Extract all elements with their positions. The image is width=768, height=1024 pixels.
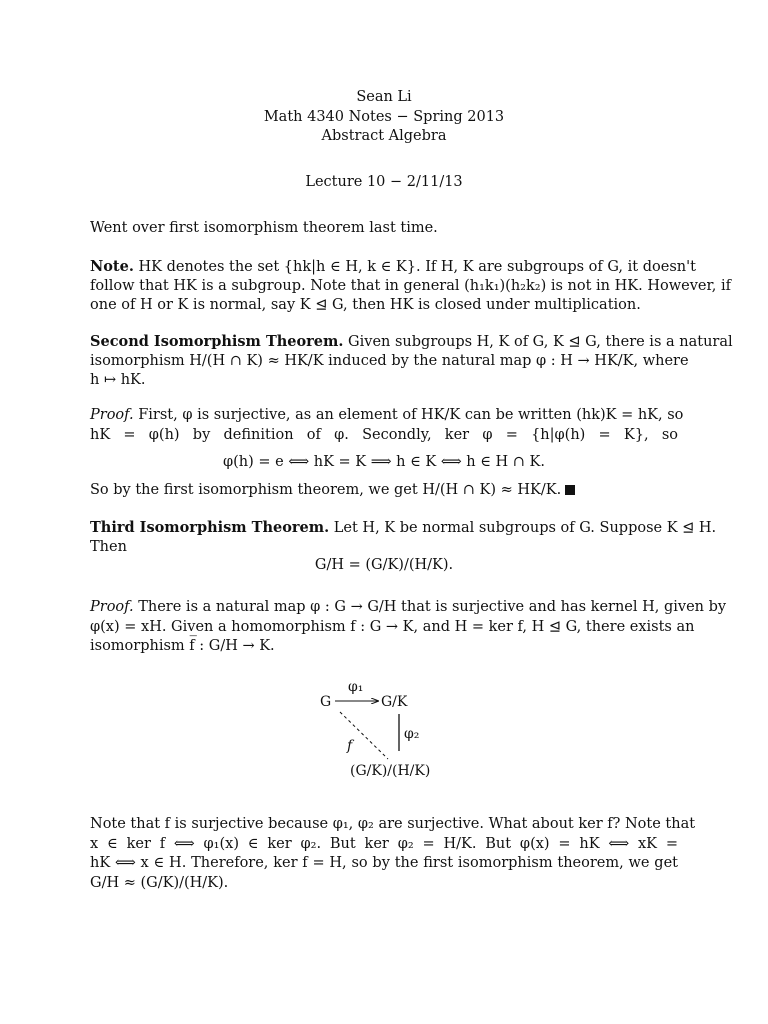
- note-line: one of H or K is normal, say K ⊴ G, then HK is closed under multiplication.: [90, 297, 641, 313]
- proof-line: Proof. There is a natural map φ : G → G/H that is surjective and has kernel H, given by: [90, 599, 727, 615]
- document-header: [0, 88, 768, 147]
- qed-square-icon: [565, 485, 575, 495]
- proof-line: hK = φ(h) by definition of φ. Secondly, ker φ = {h|φ(h) = K}, so: [90, 426, 678, 443]
- third-isomorphism-theorem: [90, 518, 717, 557]
- final-line: x ∈ ker f ⟺ φ₁(x) ∈ ker φ₂. But ker φ₂ = H/K. But φ(x) = hK ⟺ xK =: [90, 835, 678, 852]
- subject-title: Abstract Algebra: [321, 128, 447, 144]
- note-paragraph: [90, 257, 732, 316]
- third-theorem-equation: G/H = (G/K)/(H/K).: [314, 557, 454, 573]
- node-g-over-k: G/K: [381, 694, 408, 710]
- commutative-diagram: [300, 675, 480, 785]
- lecture-title: Lecture 10 − 2/11/13: [305, 174, 463, 190]
- proof-line: φ(x) = xH. Given a homomorphism f : G → K, and H = ker f, H ⊴ G, there exists an: [90, 618, 695, 635]
- theorem-label: Third Isomorphism Theorem.: [90, 519, 330, 536]
- theorem-label: Second Isomorphism Theorem.: [90, 333, 344, 350]
- proof-line: isomorphism f̅ : G/H → K.: [90, 638, 275, 654]
- proof-line: Proof. First, φ is surjective, as an element of HK/K can be written (hk)K = hK, so: [90, 407, 684, 423]
- proof-second-theorem: [90, 406, 684, 445]
- final-line: hK ⟺ x ∈ H. Therefore, ker f = H, so by the first isomorphism theorem, we get: [90, 855, 678, 871]
- final-line: G/H ≈ (G/K)/(H/K).: [90, 874, 229, 891]
- second-isomorphism-theorem: [90, 332, 733, 391]
- theorem-line: isomorphism H/(H ∩ K) ≈ HK/K induced by the natural map φ : H → HK/K, where: [90, 352, 689, 369]
- proof-label: Proof.: [90, 599, 134, 615]
- course-title: Math 4340 Notes − Spring 2013: [263, 108, 505, 125]
- theorem-line: Second Isomorphism Theorem. Given subgroups H, K of G, K ⊴ G, there is a natural: [90, 333, 733, 350]
- author-name: Sean Li: [356, 89, 412, 105]
- proof-equation: φ(h) = e ⟺ hK = K ⟹ h ∈ K ⟺ h ∈ H ∩ K.: [222, 454, 545, 470]
- intro-paragraph: [90, 219, 678, 239]
- final-paragraph: [90, 815, 696, 893]
- proof-conclusion-text: So by the first isomorphism theorem, we get H/(H ∩ K) ≈ HK/K.: [90, 482, 562, 498]
- proof-label: Proof.: [90, 407, 134, 423]
- final-line: Note that f is surjective because φ₁, φ₂ are surjective. What about ker f? Note that: [90, 816, 696, 832]
- note-line: follow that HK is a subgroup. Note that in general (h₁k₁)(h₂k₂) is not in HK. However, if: [90, 277, 732, 294]
- label-phi-1: φ₁: [348, 679, 364, 695]
- theorem-line: Then: [90, 538, 127, 555]
- node-bottom: (G/K)/(H/K): [350, 763, 431, 779]
- theorem-line: h ↦ hK.: [90, 372, 146, 388]
- note-line: Note. HK denotes the set {hk|h ∈ H, k ∈ K}. If H, K are subgroups of G, it doesn't: [90, 258, 696, 275]
- label-f: f: [347, 738, 353, 754]
- theorem-line: Third Isomorphism Theorem. Let H, K be normal subgroups of G. Suppose K ⊴ H.: [90, 519, 717, 536]
- intro-text: Went over first isomorphism theorem last time.: [90, 220, 438, 236]
- proof-third-theorem: [90, 598, 727, 657]
- note-label: Note.: [90, 258, 134, 275]
- label-phi-2: φ₂: [404, 726, 420, 742]
- node-g: G: [320, 694, 332, 710]
- proof-conclusion: [90, 481, 678, 501]
